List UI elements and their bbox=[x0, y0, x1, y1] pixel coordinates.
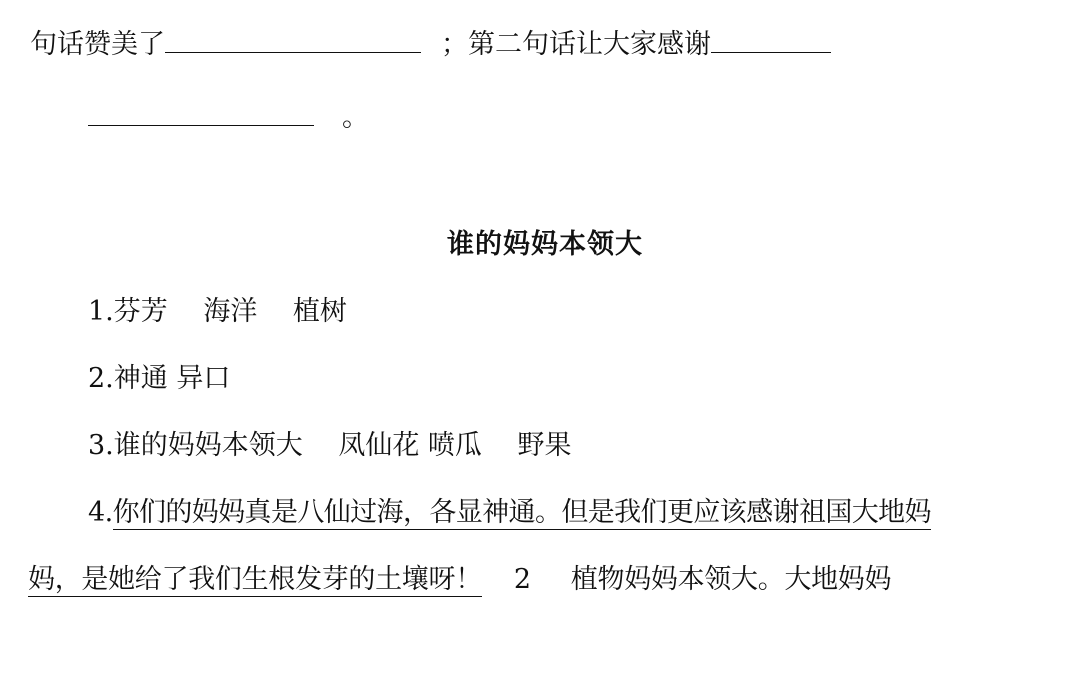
fill-in-prefix-text: 句话赞美了 bbox=[30, 29, 165, 60]
item-text-underlined: 你们的妈妈真是八仙过海，各显神通。但是我们更应该感谢祖国大地妈 bbox=[112, 497, 931, 528]
fill-in-middle-text: ；第二句话让大家感谢 bbox=[441, 29, 711, 60]
fill-in-line-2 bbox=[88, 95, 369, 138]
item-text: 谁的妈妈本领大 凤仙花 喷瓜 野果 bbox=[113, 430, 572, 461]
item-number: 2. bbox=[88, 363, 114, 394]
answer-item-4-continued bbox=[28, 560, 891, 600]
answer-item-2 bbox=[88, 359, 230, 399]
answer-blank-1 bbox=[165, 22, 421, 53]
answer-item-4 bbox=[88, 493, 931, 533]
fill-in-line-1 bbox=[30, 22, 831, 65]
item-number: 4. bbox=[88, 497, 113, 528]
answer-blank-3 bbox=[88, 95, 314, 126]
answer-blank-2 bbox=[711, 22, 831, 53]
section-title: 谁的妈妈本领大 bbox=[447, 229, 643, 260]
item-number: 3. bbox=[88, 430, 114, 461]
item-text: 芬芳 海洋 植树 bbox=[113, 296, 347, 327]
fill-in-end-text: 。 bbox=[342, 102, 369, 133]
answer-item-1 bbox=[88, 292, 347, 332]
answer-item-3 bbox=[88, 426, 572, 466]
item-number: 1. bbox=[88, 296, 114, 327]
score-number: 2 bbox=[513, 564, 531, 595]
item-text-underlined: 妈，是她给了我们生根发芽的土壤呀！ bbox=[28, 564, 482, 595]
item-text: 神通 异口 bbox=[113, 363, 231, 394]
item-tail-text: 植物妈妈本领大。大地妈妈 bbox=[570, 564, 892, 595]
